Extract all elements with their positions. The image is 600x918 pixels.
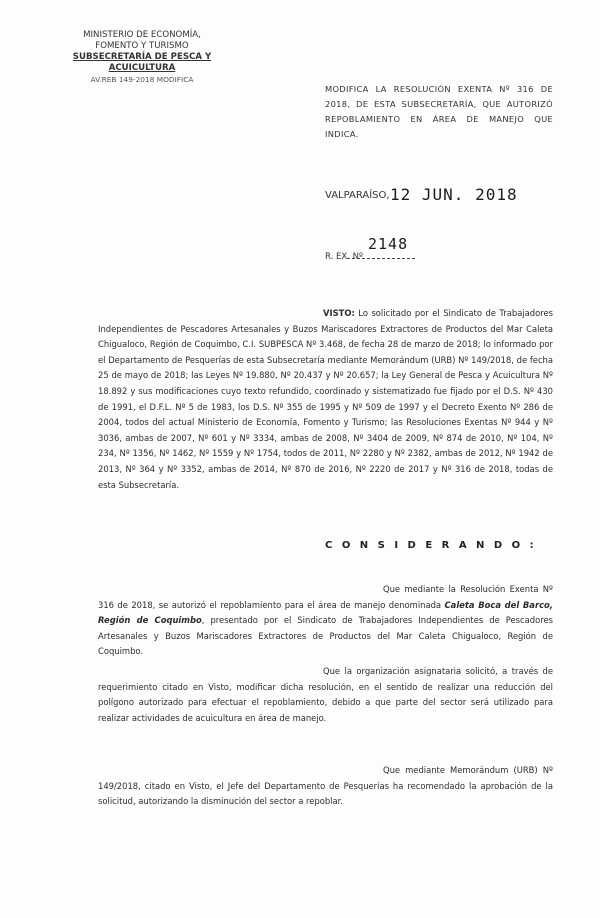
visto-label: VISTO:: [323, 308, 355, 318]
subsecretaria-name: SUBSECRETARÍA DE PESCA Y ACUICULTURA: [72, 52, 212, 73]
considerando-paragraph-1: [98, 582, 553, 660]
visto-paragraph: [98, 306, 553, 493]
visto-text: Lo solicitado por el Sindicato de Trabajadores Independientes de Pescadores Artesanales y Buzos Mariscadores Extractores de Productos del Mar Caleta Chigualoco, Región de Coquimbo, C.I. SUBPESCA Nº 3.468, de fecha 28 de marzo de 2018; lo informado por el Departamento de Pesquerías de esta Subsecretaría mediante Memorándum (URB) Nº 149/2018, de fecha 25 de mayo de 2018; las Leyes Nº 19.880, Nº 20.437 y Nº 20.657; la Ley General de Pesca y Acuicultura Nº 18.892 y sus modificaciones cuyo texto refundido, coordinado y sistematizado fue fijado por el D.S. Nº 430 de 1991, el D.F.L. Nº 5 de 1983, los D.S. Nº 355 de 1995 y Nº 509 de 1997 y el Decreto Exento Nº 286 de 2004, todos del actual Ministerio de Economía, Fomento y Turismo; las Resoluciones Exentas Nº 944 y Nº 3036, ambas de 2007, Nº 601 y Nº 3334, ambas de 2008, Nº 3404 de 2009, Nº 874 de 2010, Nº 104, Nº 234, Nº 1356, Nº 1462, Nº 1559 y Nº 1754, todos de 2011, Nº 2280 y Nº 2382, ambas de 2012, Nº 1942 de 2013, Nº 364 y Nº 3352, ambas de 2014, Nº 870 de 2016, Nº 2220 de 2017 y Nº 316 de 2018, todas de esta Subsecretaría.: [98, 308, 553, 490]
place-label: VALPARAÍSO,: [325, 190, 390, 201]
resolution-number-label: R. EX. Nº: [325, 252, 363, 262]
ministry-name: MINISTERIO DE ECONOMÍA,: [83, 30, 201, 40]
considerando-paragraph-2: [98, 664, 553, 726]
reference-code: AV.REB 149-2018 MODIFICA: [90, 75, 194, 84]
ministry-header: [52, 30, 232, 85]
considerando-p1-a: Que mediante la Resolución Exenta Nº 316 de 2018, se autorizó el repoblamiento para el área de manejo denominada: [98, 584, 553, 610]
considerando-p2: Que la organización asignataria solicitó, a través de requerimiento citado en Visto, modificar dicha resolución, en el sentido de realizar una reducción del polígono autorizado para efectuar el repoblamiento, debido a que parte del sector será utilizado para realizar actividades de acuicultura en área de manejo.: [98, 666, 553, 723]
resolution-date: 12 JUN. 2018: [390, 185, 518, 204]
considerando-p1-emphasis: Caleta Boca del Barco, Región de Coquimbo: [98, 599, 553, 626]
resolution-number: 2148: [368, 235, 409, 253]
considerando-p3: Que mediante Memorándum (URB) Nº 149/2018, citado en Visto, el Jefe del Departamento de Pesquerías ha recomendado la aprobación de la solicitud, autorizando la disminución del sector a repoblar.: [98, 765, 553, 807]
resolution-subject: MODIFICA LA RESOLUCIÓN EXENTA Nº 316 DE 2018, DE ESTA SUBSECRETARÍA, QUE AUTORIZÓ REPOBLAMIENTO EN ÁREA DE MANEJO QUE INDICA.: [325, 84, 553, 139]
considerando-p1-b: , presentado por el Sindicato de Trabajadores Independientes de Pescadores Artesanales y Buzos Mariscadores Extractores de Productos del Mar Caleta Chigualoco, Región de Coquimbo.: [98, 615, 553, 657]
ministry-name-cont: FOMENTO Y TURISMO: [95, 41, 189, 51]
resolution-number-line: [347, 258, 415, 259]
considerando-heading: C O N S I D E R A N D O :: [325, 540, 537, 551]
considerando-paragraph-3: [98, 763, 553, 810]
